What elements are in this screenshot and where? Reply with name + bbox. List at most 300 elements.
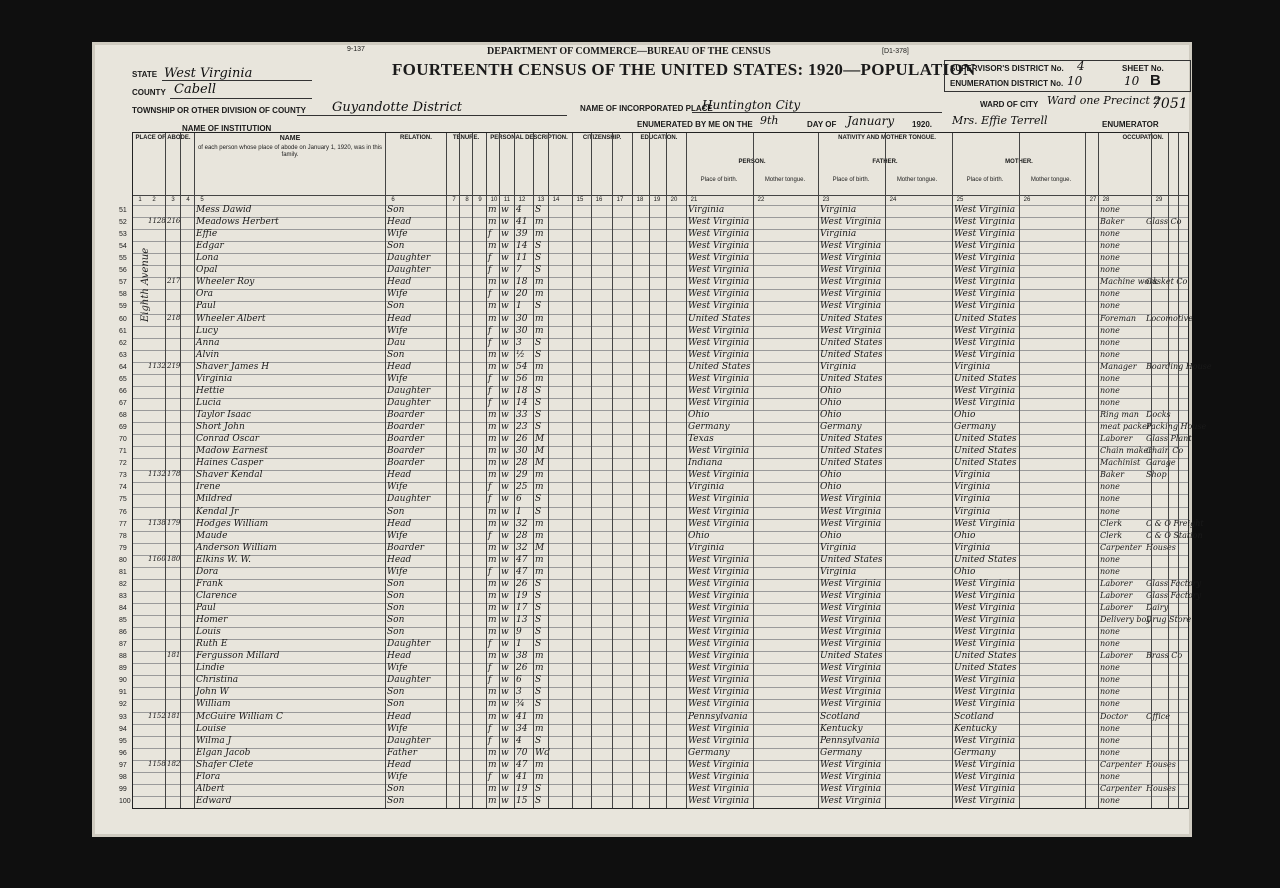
column-divider [385,133,386,808]
cell-fpob: West Virginia [820,241,882,252]
cell-mpob: Virginia [954,494,991,505]
cell-ind: C & O Freight [1146,518,1204,528]
cell-mpob: Germany [954,747,996,758]
cell-ind: Brass Co [1146,651,1183,661]
column-number: 13 [537,197,545,203]
cell-sex: f [488,253,492,264]
cell-occ: Laborer [1100,590,1133,600]
line-number: 79 [119,544,127,552]
cell-pob: Indiana [688,458,723,469]
cell-ms: m [535,325,544,336]
cell-fpob: West Virginia [820,253,882,264]
cell-race: w [501,759,509,770]
cell-race: w [501,590,509,601]
cell-pob: West Virginia [688,518,750,529]
cell-ms: m [535,482,544,493]
cell-age: 23 [516,422,528,433]
cell-rel: Head [387,554,412,565]
cell-sex: f [488,639,492,650]
header-mother-tongue: Mother tongue. [1030,177,1072,183]
cell-ms: M [535,458,545,469]
cell-rel: Head [387,277,412,288]
cell-name: Edward [196,795,232,806]
header-mother-pob: Place of birth. [966,177,1004,183]
cell-age: 41 [516,217,528,228]
cell-ms: S [535,385,542,396]
cell-ms: S [535,602,542,613]
cell-race: w [501,277,509,288]
cell-age: 6 [516,675,522,686]
cell-sex: f [488,385,492,396]
cell-occ: none [1100,554,1120,564]
cell-name: Clarence [196,590,237,601]
cell-occ: Clerk [1100,518,1123,528]
cell-race: w [501,699,509,710]
cell-occ: none [1100,482,1120,492]
cell-name: Irene [196,482,221,493]
cell-pob: West Virginia [688,325,750,336]
column-number: 28 [1102,197,1110,203]
cell-fpob: Virginia [820,229,857,240]
cell-occ: none [1100,771,1120,781]
cell-occ: none [1100,349,1120,359]
cell-age: 1 [516,301,522,312]
cell-pob: West Virginia [688,723,750,734]
cell-sex: m [488,446,497,457]
line-number: 94 [119,725,127,733]
enumerator-name: Mrs. Effie Terrell [952,114,1048,127]
cell-fpob: West Virginia [820,639,882,650]
cell-sex: m [488,542,497,553]
cell-age: ¾ [516,699,525,710]
cell-age: 70 [516,747,528,758]
cell-pob: West Virginia [688,759,750,770]
cell-mpob: West Virginia [954,687,1016,698]
cell-fam: 216 [167,217,181,226]
column-divider [885,133,886,808]
cell-mpob: West Virginia [954,615,1016,626]
cell-ms: S [535,675,542,686]
cell-ms: S [535,397,542,408]
cell-name: Virginia [196,373,233,384]
cell-race: w [501,795,509,806]
enumerated-year: 1920. [912,120,933,129]
cell-pob: West Virginia [688,615,750,626]
cell-occ: Chain maker [1100,446,1153,456]
cell-occ: none [1100,699,1120,709]
line-number: 65 [119,375,127,383]
cell-sex: m [488,410,497,421]
cell-rel: Boarder [387,542,425,553]
cell-ms: S [535,699,542,710]
cell-occ: none [1100,639,1120,649]
place-value: Huntington City [702,98,801,112]
cell-occ: none [1100,506,1120,516]
cell-race: w [501,253,509,264]
line-number: 57 [119,279,127,287]
cell-fam: 219 [167,361,181,370]
cell-dw: 1132 [148,470,166,479]
cell-name: Paul [196,301,216,312]
line-number: 52 [119,219,127,227]
cell-sex: m [488,349,497,360]
cell-age: 4 [516,735,522,746]
cell-ms: S [535,205,542,215]
column-number: 10 [490,197,498,203]
cell-ms: S [535,494,542,505]
cell-race: w [501,422,509,433]
cell-fpob: Virginia [820,205,857,215]
cell-rel: Son [387,795,405,806]
cell-fpob: West Virginia [820,289,882,300]
page-title: FOURTEENTH CENSUS OF THE UNITED STATES: 1920—POPULATION [392,60,976,79]
cell-mpob: West Virginia [954,518,1016,529]
cell-ms: S [535,301,542,312]
cell-fpob: West Virginia [820,265,882,276]
cell-rel: Son [387,506,405,517]
cell-occ: Machinist [1100,458,1141,468]
line-number: 84 [119,604,127,612]
cell-ms: m [535,289,544,300]
cell-mpob: West Virginia [954,277,1016,288]
cell-rel: Daughter [387,735,431,746]
enumerator-label: ENUMERATOR [1102,120,1159,129]
column-number: 21 [690,197,698,203]
cell-name: Edgar [196,241,224,252]
column-number: 17 [616,197,624,203]
cell-sex: m [488,361,497,372]
header-occupation: OCCUPATION. [1122,135,1164,141]
cell-name: Christina [196,675,239,686]
cell-race: w [501,675,509,686]
institution-label: NAME OF INSTITUTION [182,124,272,133]
cell-fpob: West Virginia [820,217,882,228]
cell-fpob: West Virginia [820,759,882,770]
cell-rel: Boarder [387,434,425,445]
cell-mpob: West Virginia [954,217,1016,228]
cell-race: w [501,349,509,360]
cell-occ: Laborer [1100,578,1133,588]
line-number: 64 [119,363,127,371]
cell-fpob: West Virginia [820,627,882,638]
cell-sex: m [488,241,497,252]
cell-race: w [501,434,509,445]
cell-fpob: West Virginia [820,590,882,601]
cell-rel: Son [387,349,405,360]
cell-fpob: Virginia [820,361,857,372]
cell-mpob: Virginia [954,361,991,372]
cell-rel: Wife [387,289,408,300]
line-number: 90 [119,677,127,685]
cell-sex: f [488,265,492,276]
column-divider [548,133,549,808]
cell-sex: f [488,289,492,300]
cell-fpob: Kentucky [820,723,863,734]
cell-name: Wilma J [196,735,232,746]
cell-fpob: Ohio [820,397,842,408]
cell-age: 15 [516,795,528,806]
cell-mpob: West Virginia [954,253,1016,264]
column-number: 11 [503,197,511,203]
cell-mpob: United States [954,434,1017,445]
cell-age: 4 [516,205,522,215]
cell-occ: none [1100,289,1120,299]
cell-age: 28 [516,458,528,469]
cell-ind: Packing House [1146,422,1207,432]
cell-ms: S [535,253,542,264]
cell-sex: m [488,313,497,324]
cell-age: 56 [516,373,528,384]
cell-ms: S [535,639,542,650]
line-number: 88 [119,653,127,661]
cell-ind: Glass Co [1146,217,1182,227]
cell-age: 18 [516,385,528,396]
column-divider [591,133,592,808]
cell-fpob: West Virginia [820,783,882,794]
cell-mpob: United States [954,373,1017,384]
cell-sex: m [488,651,497,662]
cell-occ: Laborer [1100,602,1133,612]
cell-name: Elkins W. W. [196,554,251,565]
cell-ms: S [535,265,542,276]
line-number: 53 [119,231,127,239]
cell-age: 1 [516,639,522,650]
cell-rel: Son [387,578,405,589]
cell-rel: Boarder [387,446,425,457]
cell-name: Lucy [196,325,218,336]
cell-occ: Carpenter [1100,542,1142,552]
cell-ind: C & O Station [1146,530,1203,540]
column-divider [686,133,687,808]
cell-fpob: Ohio [820,482,842,493]
cell-age: 34 [516,723,528,734]
cell-fpob: West Virginia [820,795,882,806]
cell-mpob: West Virginia [954,229,1016,240]
cell-occ: none [1100,795,1120,805]
cell-pob: Ohio [688,410,710,421]
line-number: 70 [119,436,127,444]
cell-age: 33 [516,410,528,421]
cell-fpob: Pennsylvania [820,735,880,746]
cell-rel: Head [387,651,412,662]
cell-name: Elgan Jacob [196,747,251,758]
cell-fam: 217 [167,277,181,286]
line-number: 54 [119,243,127,251]
cell-mpob: United States [954,651,1017,662]
cell-ms: S [535,578,542,589]
cell-pob: West Virginia [688,554,750,565]
cell-fpob: West Virginia [820,675,882,686]
cell-ms: S [535,783,542,794]
cell-age: 6 [516,494,522,505]
cell-race: w [501,265,509,276]
ward-value: Ward one Precinct 2 [1047,94,1161,107]
cell-fpob: United States [820,349,883,360]
column-number: 16 [595,197,603,203]
cell-fpob: West Virginia [820,494,882,505]
line-number: 63 [119,351,127,359]
cell-name: Fergusson Millard [196,651,280,662]
cell-ind: Locomotive [1146,313,1193,323]
cell-pob: West Virginia [688,590,750,601]
day-of-label: DAY OF [807,120,837,129]
cell-age: 38 [516,651,528,662]
header-person-tongue: Mother tongue. [764,177,806,183]
cell-mpob: West Virginia [954,699,1016,710]
cell-mpob: West Virginia [954,578,1016,589]
cell-sex: m [488,699,497,710]
cell-sex: f [488,337,492,348]
cell-rel: Daughter [387,397,431,408]
cell-ind: Houses [1146,759,1176,769]
cell-occ: Carpenter [1100,759,1142,769]
cell-ms: m [535,313,544,324]
header-personal: PERSONAL DESCRIPTION. [490,135,568,141]
cell-rel: Wife [387,723,408,734]
township-value: Guyandotte District [332,100,462,115]
cell-pob: Germany [688,422,730,433]
cell-dw: 1128 [148,217,166,226]
column-number: 6 [391,197,395,203]
line-number: 56 [119,267,127,275]
cell-race: w [501,602,509,613]
supervisor-value: 4 [1077,59,1085,73]
line-number: 69 [119,424,127,432]
cell-pob: West Virginia [688,506,750,517]
cell-race: w [501,410,509,421]
cell-rel: Son [387,205,405,215]
cell-mpob: West Virginia [954,241,1016,252]
line-number: 87 [119,641,127,649]
cell-age: 20 [516,289,528,300]
cell-ind: Glass Factory [1146,578,1202,588]
ward-label: WARD OF CITY [980,100,1039,109]
cell-sex: m [488,687,497,698]
line-number: 81 [119,568,127,576]
cell-race: w [501,482,509,493]
cell-ms: S [535,422,542,433]
cell-fpob: Virginia [820,542,857,553]
cell-occ: Foreman [1100,313,1136,323]
department-heading: DEPARTMENT OF COMMERCE—BUREAU OF THE CENSUS [487,46,771,57]
cell-race: w [501,301,509,312]
line-number: 68 [119,412,127,420]
column-number: 29 [1155,197,1163,203]
cell-pob: West Virginia [688,687,750,698]
cell-name: Mess Dawid [196,205,252,215]
cell-mpob: West Virginia [954,602,1016,613]
cell-mpob: West Virginia [954,385,1016,396]
cell-race: w [501,530,509,541]
line-number: 82 [119,580,127,588]
cell-fam: 178 [167,470,181,479]
cell-mpob: Ohio [954,530,976,541]
cell-fpob: Ohio [820,410,842,421]
column-divider [459,133,460,808]
column-divider [612,133,613,808]
header-name-sub: of each person whose place of abode on January 1, 1920, was in this family. [197,145,383,158]
cell-sex: f [488,325,492,336]
header-nativity: NATIVITY AND MOTHER TONGUE. [838,135,936,141]
cell-ind: Houses [1146,783,1176,793]
cell-ms: S [535,687,542,698]
cell-rel: Dau [387,337,406,348]
cell-ind: Dairy [1146,602,1169,612]
form-number: 9-137 [347,46,365,53]
cell-name: Hodges William [196,518,269,529]
line-number: 60 [119,315,127,323]
cell-age: 1 [516,506,522,517]
cell-age: 14 [516,241,528,252]
cell-race: w [501,723,509,734]
cell-sex: m [488,470,497,481]
cell-mpob: West Virginia [954,590,1016,601]
cell-race: w [501,446,509,457]
cell-occ: Manager [1100,361,1137,371]
column-number: 5 [200,197,204,203]
cell-name: Short John [196,422,245,433]
cell-rel: Father [387,747,418,758]
cell-race: w [501,494,509,505]
cell-race: w [501,771,509,782]
cell-fpob: United States [820,651,883,662]
sheet-value: 10 [1124,74,1140,88]
cell-race: w [501,747,509,758]
cell-sex: m [488,506,497,517]
cell-name: Louise [196,723,227,734]
cell-ms: M [535,542,545,553]
cell-race: w [501,506,509,517]
cell-pob: West Virginia [688,241,750,252]
column-number: 20 [670,197,678,203]
cell-mpob: Virginia [954,470,991,481]
column-number: 3 [171,197,175,203]
cell-fpob: West Virginia [820,699,882,710]
cell-sex: f [488,735,492,746]
cell-fam: 179 [167,518,181,527]
state-value: West Virginia [164,66,253,81]
column-divider [499,133,500,808]
cell-sex: m [488,783,497,794]
cell-occ: Ring man [1100,410,1139,420]
cell-mpob: West Virginia [954,627,1016,638]
cell-age: 19 [516,590,528,601]
cell-name: Shaver Kendal [196,470,263,481]
cell-pob: West Virginia [688,795,750,806]
cell-rel: Head [387,470,412,481]
cell-pob: Virginia [688,482,725,493]
cell-rel: Daughter [387,385,431,396]
cell-rel: Wife [387,663,408,674]
column-divider [666,133,667,808]
cell-rel: Son [387,301,405,312]
header-relation: RELATION. [400,135,432,141]
cell-occ: Baker [1100,217,1125,227]
cell-pob: Virginia [688,205,725,215]
cell-sex: m [488,578,497,589]
table-header [133,133,1188,206]
cell-race: w [501,578,509,589]
header-mother: MOTHER. [1005,159,1033,165]
cell-ms: m [535,663,544,674]
line-number: 67 [119,399,127,407]
cell-mpob: West Virginia [954,735,1016,746]
cell-dw: 1132 [148,361,166,370]
cell-occ: none [1100,566,1120,576]
cell-mpob: Germany [954,422,996,433]
header-citizenship: CITIZENSHIP. [582,135,622,141]
line-number: 99 [119,785,127,793]
